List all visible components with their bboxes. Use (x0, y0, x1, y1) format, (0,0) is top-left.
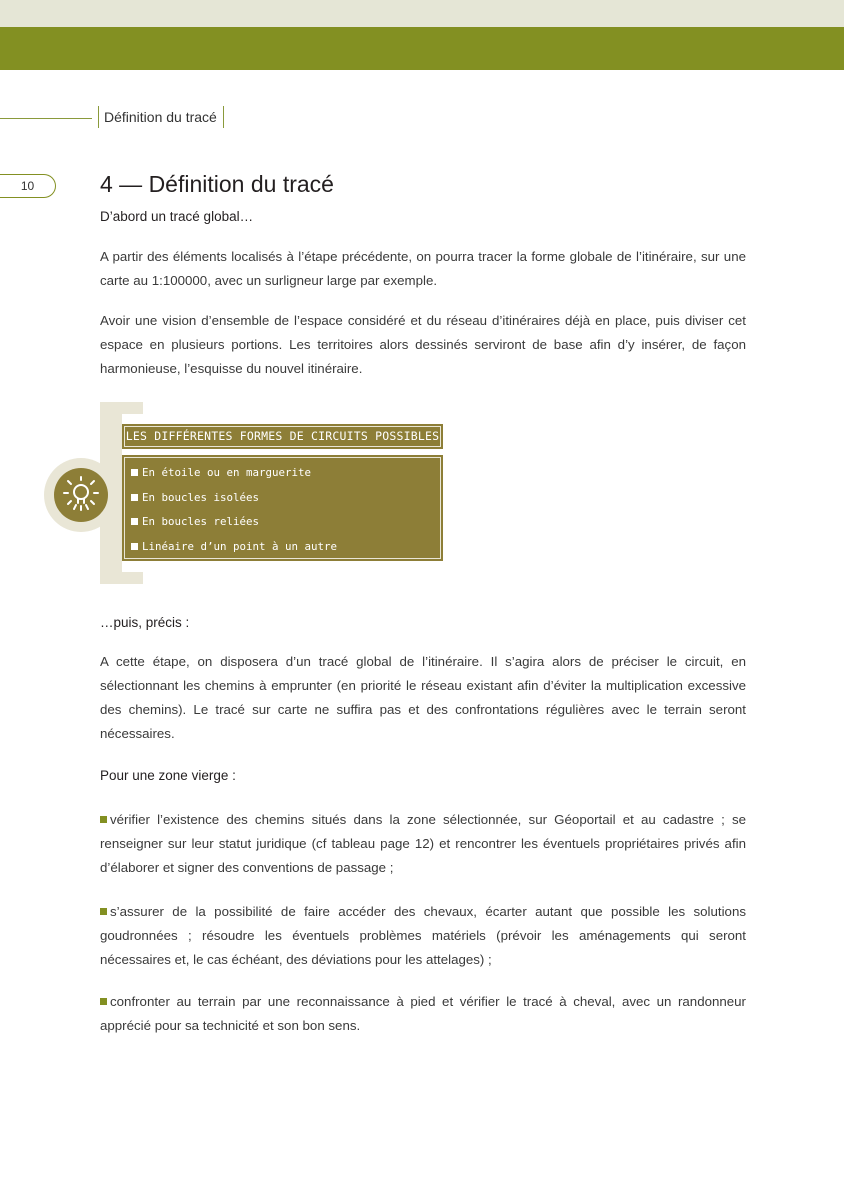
callout-title: LES DIFFÉRENTES FORMES DE CIRCUITS POSSIBLES (122, 424, 443, 449)
header-band (0, 27, 844, 70)
virgin-zone-subhead: Pour une zone vierge : (100, 768, 236, 783)
callout-item-label: En boucles reliées (142, 515, 260, 528)
virgin-zone-bullet-1 (100, 808, 746, 880)
detail-subhead: …puis, précis : (100, 615, 190, 630)
callout-item (131, 535, 443, 560)
bullet-square-icon (131, 494, 138, 501)
bullet-square-icon (100, 908, 107, 915)
virgin-zone-bullet-3 (100, 990, 746, 1038)
page-title: 4 — Définition du tracé (100, 171, 334, 197)
intro-paragraph-2: Avoir une vision d’ensemble de l’espace considéré et du réseau d’itinéraires déjà en place, puis diviser cet espace en plusieurs portions. Les territoires alors dessinés serviront de base afin d’y insérer, de façon harmonieuse, l’esquisse du nouvel itinéraire. (100, 313, 746, 376)
callout-list (122, 455, 443, 561)
page-number: 10 (0, 174, 56, 198)
bullet-square-icon (100, 816, 107, 823)
bullet-square-icon (100, 998, 107, 1005)
bullet-square-icon (131, 518, 138, 525)
callout-item (131, 486, 443, 511)
bullet-text: vérifier l’existence des chemins situés dans la zone sélectionnée, sur Géoportail et au cadastre ; se renseigner sur leur statut juridique (cf tableau page 12) et rencontrer les éventuels propriétaires privés afin d’élaborer et signer des conventions de passage ; (100, 812, 746, 875)
intro-subhead: D’abord un tracé global… (100, 209, 254, 224)
lightbulb-icon (54, 468, 108, 522)
callout-item-label: En étoile ou en marguerite (142, 466, 312, 479)
bullet-text: confronter au terrain par une reconnaissance à pied et vérifier le tracé à cheval, avec un randonneur apprécié pour sa technicité et son bon sens. (100, 994, 746, 1033)
bullet-square-icon (131, 543, 138, 550)
virgin-zone-bullet-2 (100, 900, 746, 972)
section-label: Définition du tracé (98, 106, 224, 128)
callout-item-label: En boucles isolées (142, 490, 260, 504)
intro-paragraph-1: A partir des éléments localisés à l’étape précédente, on pourra tracer la forme globale de l’itinéraire, sur une carte au 1:100000, avec un surligneur large par exemple. (100, 249, 746, 288)
bullet-text: s’assurer de la possibilité de faire accéder des chevaux, écarter autant que possible les solutions goudronnées ; résoudre les éventuels problèmes matériels (prévoir les aménagements qui seront nécessaires et, le cas échéant, des déviations pour les attelages) ; (100, 904, 746, 967)
callout-item (131, 461, 443, 486)
callout-item-label: Linéaire d’un point à un autre (142, 539, 338, 553)
callout-item (131, 510, 443, 535)
detail-paragraph: A cette étape, on disposera d’un tracé global de l’itinéraire. Il s’agira alors de préciser le circuit, en sélectionnant les chemins à emprunter (en priorité le réseau existant afin d’éviter la multiplication excessive des chemins). Le tracé sur carte ne suffira pas et des confrontations régulières avec le terrain seront nécessaires. (100, 654, 746, 741)
bullet-square-icon (131, 469, 138, 476)
section-rule (0, 118, 92, 119)
top-strip (0, 0, 844, 27)
